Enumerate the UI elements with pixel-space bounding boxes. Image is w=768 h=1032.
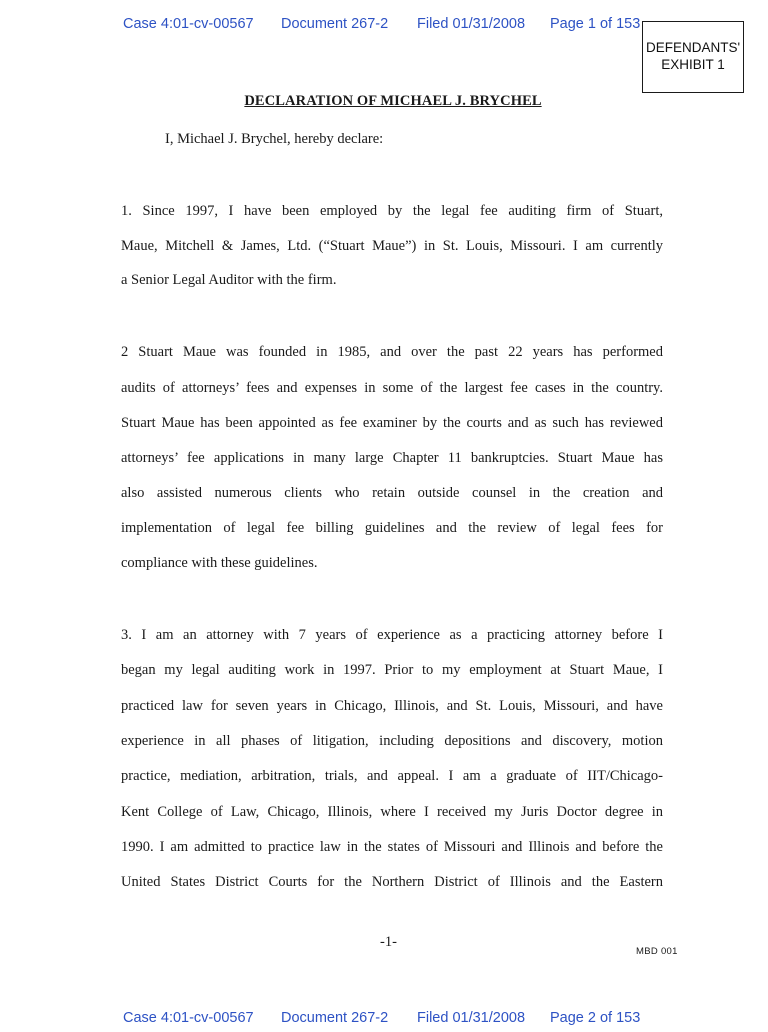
paragraph-2-line: attorneys’ fee applications in many large Chapter 11 bankruptcies. Stuart Maue has bbox=[121, 450, 663, 466]
paragraph-3-line: practiced law for seven years in Chicago, Illinois, and St. Louis, Missouri, and have bbox=[121, 698, 663, 714]
court-filing-next-page-stamp bbox=[0, 1010, 768, 1032]
paragraph-3-line: 1990. I am admitted to practice law in the states of Missouri and Illinois and before the bbox=[121, 839, 663, 855]
paragraph-3-line: 3. I am an attorney with 7 years of experience as a practicing attorney before I bbox=[121, 627, 663, 643]
case-number: Case 4:01-cv-00567 bbox=[123, 16, 254, 32]
paragraph-2-line: Stuart Maue has been appointed as fee examiner by the courts and as such has reviewed bbox=[121, 415, 663, 431]
exhibit-label-box bbox=[642, 21, 744, 93]
page-number: -1- bbox=[380, 934, 397, 950]
paragraph-3-line: Kent College of Law, Chicago, Illinois, where I received my Juris Doctor degree in bbox=[121, 804, 663, 820]
paragraph-2-line: compliance with these guidelines. bbox=[121, 555, 318, 571]
exhibit-label-line1: DEFENDANTS' bbox=[645, 40, 741, 55]
paragraph-1-line: a Senior Legal Auditor with the firm. bbox=[121, 272, 337, 288]
paragraph-2-line: audits of attorneys’ fees and expenses in some of the largest fee cases in the country. bbox=[121, 380, 663, 396]
paragraph-3-line: United States District Courts for the Northern District of Illinois and the Eastern bbox=[121, 874, 663, 890]
exhibit-label-line2: EXHIBIT 1 bbox=[661, 57, 725, 72]
paragraph-1-line: Maue, Mitchell & James, Ltd. (“Stuart Maue”) in St. Louis, Missouri. I am currently bbox=[121, 238, 663, 254]
page-count: Page 1 of 153 bbox=[550, 16, 641, 32]
page-count: Page 2 of 153 bbox=[550, 1010, 641, 1026]
document-number: Document 267-2 bbox=[281, 16, 389, 32]
paragraph-2-line: implementation of legal fee billing guidelines and the review of legal fees for bbox=[121, 520, 663, 536]
bates-number: MBD 001 bbox=[636, 946, 678, 957]
filed-date: Filed 01/31/2008 bbox=[417, 1010, 526, 1026]
document-title: DECLARATION OF MICHAEL J. BRYCHEL bbox=[244, 93, 542, 109]
paragraph-2-line: 2 Stuart Maue was founded in 1985, and over the past 22 years has performed bbox=[121, 344, 663, 360]
paragraph-3-line: began my legal auditing work in 1997. Prior to my employment at Stuart Maue, I bbox=[121, 662, 663, 678]
paragraph-1-line: 1. Since 1997, I have been employed by the legal fee auditing firm of Stuart, bbox=[121, 203, 663, 219]
filed-date: Filed 01/31/2008 bbox=[417, 16, 526, 32]
paragraph-3-line: practice, mediation, arbitration, trials, and appeal. I am a graduate of IIT/Chicago- bbox=[121, 768, 663, 784]
paragraph-2-line: also assisted numerous clients who retain outside counsel in the creation and bbox=[121, 485, 663, 501]
case-number: Case 4:01-cv-00567 bbox=[123, 1010, 254, 1026]
document-number: Document 267-2 bbox=[281, 1010, 389, 1026]
opening-line: I, Michael J. Brychel, hereby declare: bbox=[165, 131, 384, 147]
paragraph-3-line: experience in all phases of litigation, including depositions and discovery, motion bbox=[121, 733, 663, 749]
